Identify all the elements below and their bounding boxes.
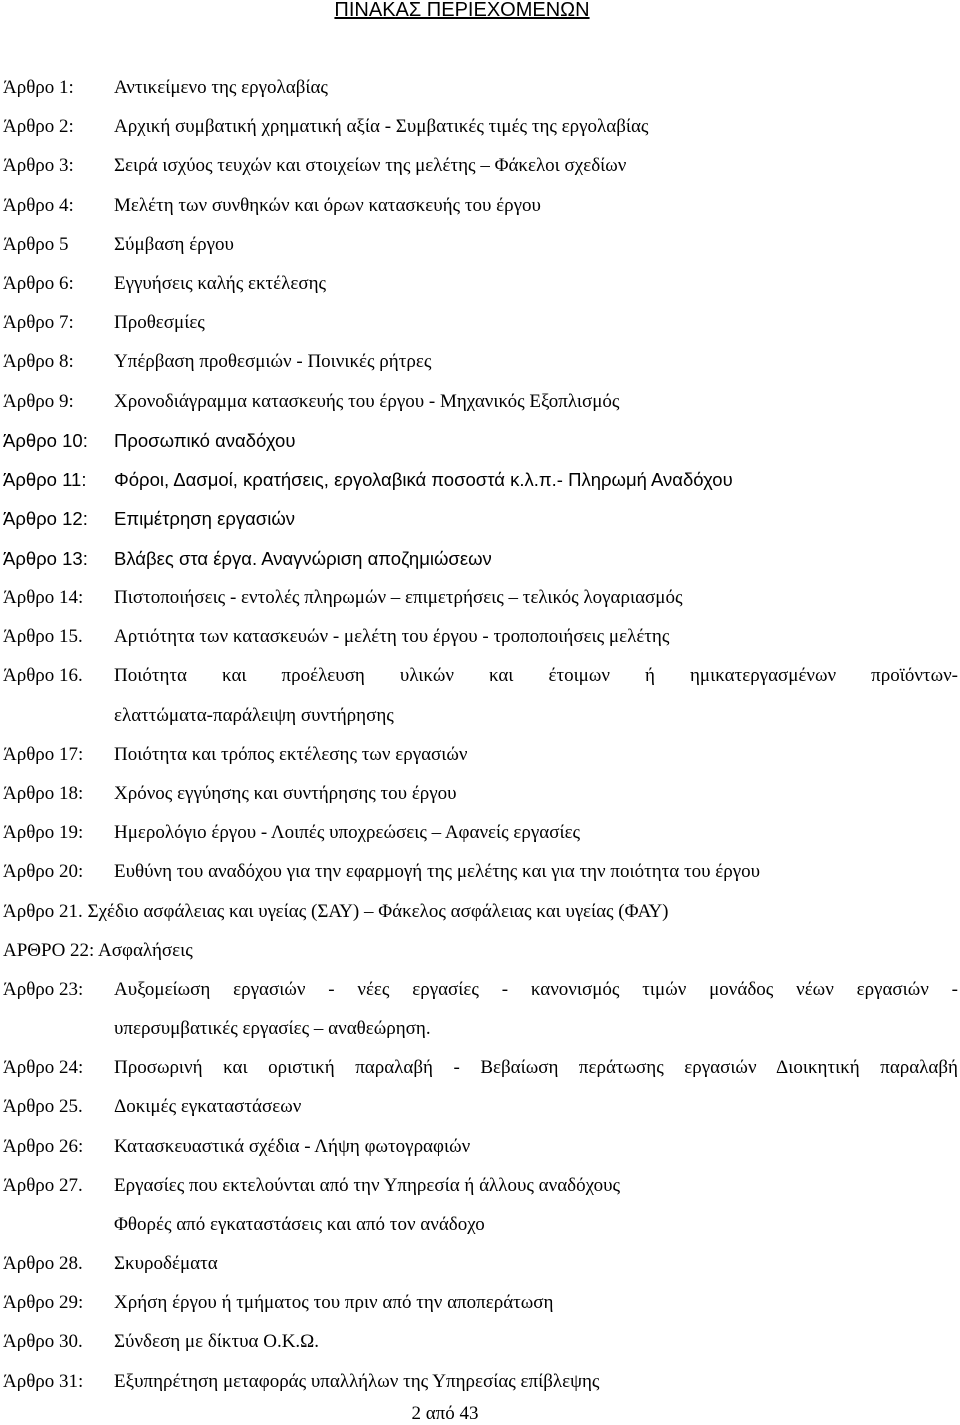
toc-entry-title: Αυξομείωση εργασιών - νέες εργασίες - κανονισμός τιμών μονάδος νέων εργασιών -	[114, 979, 958, 1000]
toc-entry-continuation: Φθορές από εγκαταστάσεις και από τον ανάδοχο	[114, 1214, 485, 1235]
toc-entry-title: Μελέτη των συνθηκών και όρων κατασκευής του έργου	[114, 195, 541, 216]
toc-entry	[0, 1250, 960, 1278]
toc-entry-label: Άρθρο 17:	[3, 744, 84, 765]
toc-entry-label: Άρθρο 3:	[3, 155, 74, 176]
toc-entry-title: Αντικείμενο της εργολαβίας	[114, 77, 328, 98]
toc-entry-title: Αρτιότητα των κατασκευών - μελέτη του έργου - τροποποιήσεις μελέτης	[114, 626, 670, 647]
toc-entry	[0, 113, 960, 141]
toc-entry	[0, 152, 960, 180]
toc-entry-title: Σύμβαση έργου	[114, 234, 234, 255]
toc-entry-title: Προσωπικό αναδόχου	[114, 430, 296, 451]
toc-entry	[0, 623, 960, 651]
toc-entry-title: Ευθύνη του αναδόχου για την εφαρμογή της μελέτης και για την ποιότητα του έργου	[114, 861, 761, 882]
toc-entry-label: Άρθρο 4:	[3, 195, 74, 216]
toc-entry-label: Άρθρο 19:	[3, 822, 84, 843]
toc-entry	[0, 1172, 960, 1200]
toc-entry-title: Υπέρβαση προθεσμιών - Ποινικές ρήτρες	[114, 351, 432, 372]
toc-entry	[0, 192, 960, 220]
toc-entry	[0, 1289, 960, 1317]
toc-entry-label: Άρθρο 20:	[3, 861, 84, 882]
toc-entry	[0, 741, 960, 769]
toc-entry	[0, 545, 960, 573]
toc-entry: Άρθρο 21. Σχέδιο ασφάλειας και υγείας (ΣΑΥ) – Φάκελος ασφάλειας και υγείας (ΦΑΥ)	[3, 901, 669, 922]
toc-entry	[0, 270, 960, 298]
toc-entry	[0, 819, 960, 847]
toc-entry-label: Άρθρο 14:	[3, 587, 84, 608]
toc-entry-title: Εξυπηρέτηση μεταφοράς υπαλλήλων της Υπηρεσίας επίβλεψης	[114, 1371, 600, 1392]
toc-entry-label: Άρθρο 24:	[3, 1057, 84, 1078]
toc-entry-title: Σύνδεση με δίκτυα Ο.Κ.Ω.	[114, 1331, 320, 1352]
toc-entry-label: Άρθρο 2:	[3, 116, 74, 137]
toc-entry-continuation: ελαττώματα-παράλειψη συντήρησης	[114, 705, 394, 726]
toc-entry-title: Πιστοποιήσεις - εντολές πληρωμών – επιμετρήσεις – τελικός λογαριασμός	[114, 587, 683, 608]
toc-entry-label: Άρθρο 31:	[3, 1371, 84, 1392]
toc-entry-title: Φόροι, Δασμοί, κρατήσεις, εργολαβικά ποσοστά κ.λ.π.- Πληρωμή Αναδόχου	[114, 469, 733, 490]
toc-entry-label: Άρθρο 9:	[3, 391, 74, 412]
toc-entry	[0, 780, 960, 808]
toc-entry-label: Άρθρο 13:	[3, 548, 88, 569]
toc-entry-title: Ποιότητα και προέλευση υλικών και έτοιμων ή ημικατεργασμένων προϊόντων-	[114, 665, 958, 686]
toc-entry	[0, 309, 960, 337]
toc-entry-title: Βλάβες στα έργα. Αναγνώριση αποζημιώσεων	[114, 548, 492, 569]
toc-entry	[0, 584, 960, 612]
toc-entry-label: Άρθρο 1:	[3, 77, 74, 98]
toc-entry	[0, 388, 960, 416]
toc-entry-title: Σκυροδέματα	[114, 1253, 218, 1274]
toc-entry-title: Κατασκευαστικά σχέδια - Λήψη φωτογραφιών	[114, 1136, 471, 1157]
toc-entry-label: Άρθρο 18:	[3, 783, 84, 804]
toc-entry	[0, 1054, 960, 1082]
toc-entry-label: Άρθρο 5	[3, 234, 69, 255]
toc-entry-label: Άρθρο 6:	[3, 273, 74, 294]
toc-entry	[0, 1093, 960, 1121]
toc-entry-title: Αρχική συμβατική χρηματική αξία - Συμβατικές τιμές της εργολαβίας	[114, 116, 649, 137]
toc-entry-title: Δοκιμές εγκαταστάσεων	[114, 1096, 302, 1117]
toc-entry-label: Άρθρο 25.	[3, 1096, 83, 1117]
toc-entry-title: Χρόνος εγγύησης και συντήρησης του έργου	[114, 783, 457, 804]
toc-entry-label: Άρθρο 15.	[3, 626, 83, 647]
toc-entry	[0, 505, 960, 533]
toc-entry-label: Άρθρο 16.	[3, 665, 83, 686]
toc-entry	[0, 1368, 960, 1396]
toc-entry	[0, 662, 960, 690]
page-number: 2 από 43	[411, 1403, 479, 1424]
page-title: ΠΙΝΑΚΑΣ ΠΕΡΙΕΧΟΜΕΝΩΝ	[334, 0, 590, 21]
toc-entry-title: Χρονοδιάγραμμα κατασκευής του έργου - Μηχανικός Εξοπλισμός	[114, 391, 620, 412]
toc-entry	[0, 427, 960, 455]
toc-entry-label: Άρθρο 8:	[3, 351, 74, 372]
toc-entry-label: Άρθρο 12:	[3, 508, 88, 529]
toc-entry-label: Άρθρο 23:	[3, 979, 84, 1000]
toc-entry-title: Προσωρινή και οριστική παραλαβή - Βεβαίωση περάτωσης εργασιών Διοικητική παραλαβή	[114, 1057, 958, 1078]
toc-entry-title: Εγγυήσεις καλής εκτέλεσης	[114, 273, 327, 294]
toc-entry	[0, 466, 960, 494]
toc-entry-title: Προθεσμίες	[114, 312, 205, 333]
toc-entry	[0, 1133, 960, 1161]
toc-entry-label: Άρθρο 11:	[3, 469, 87, 490]
toc-entry-title: Επιμέτρηση εργασιών	[114, 508, 296, 529]
toc-entry-label: Άρθρο 7:	[3, 312, 74, 333]
toc-entry	[0, 231, 960, 259]
toc-entry-label: Άρθρο 28.	[3, 1253, 83, 1274]
toc-entry: ΑΡΘΡΟ 22: Ασφαλήσεις	[3, 940, 193, 961]
toc-entry-label: Άρθρο 27.	[3, 1175, 83, 1196]
toc-entry-title: Ποιότητα και τρόπος εκτέλεσης των εργασιών	[114, 744, 468, 765]
toc-entry-label: Άρθρο 26:	[3, 1136, 84, 1157]
toc-entry-label: Άρθρο 10:	[3, 430, 88, 451]
toc-entry-title: Ημερολόγιο έργου - Λοιπές υποχρεώσεις – Αφανείς εργασίες	[114, 822, 581, 843]
toc-entry-continuation: υπερσυμβατικές εργασίες – αναθεώρηση.	[114, 1018, 431, 1039]
toc-entry-label: Άρθρο 29:	[3, 1292, 84, 1313]
toc-entry-label: Άρθρο 30.	[3, 1331, 83, 1352]
toc-entry	[0, 976, 960, 1004]
toc-entry-title: Χρήση έργου ή τμήματος του πριν από την αποπεράτωση	[114, 1292, 554, 1313]
toc-entry	[0, 74, 960, 102]
toc-entry	[0, 348, 960, 376]
toc-entry-title: Σειρά ισχύος τευχών και στοιχείων της μελέτης – Φάκελοι σχεδίων	[114, 155, 627, 176]
toc-entry	[0, 1328, 960, 1356]
toc-entry	[0, 858, 960, 886]
toc-entry-title: Εργασίες που εκτελούνται από την Υπηρεσία ή άλλους αναδόχους	[114, 1175, 621, 1196]
